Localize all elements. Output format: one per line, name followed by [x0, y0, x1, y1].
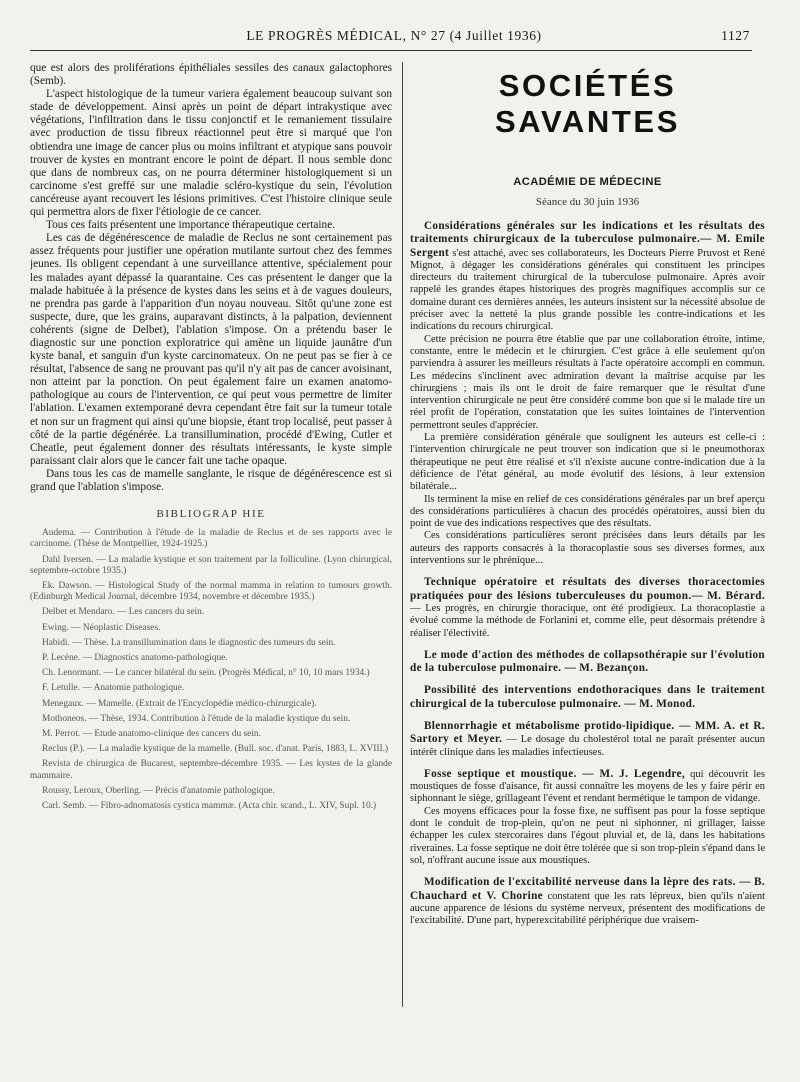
academy-heading: ACADÉMIE DE MÉDECINE: [513, 176, 662, 188]
report-text: — Le dosage du cholestérol total ne paraît présenter aucun intérêt clinique dans les maladies infectieuses.: [410, 734, 765, 758]
session-date: Séance du 30 juin 1936: [535, 196, 640, 208]
bibliography-entry: Carl. Semb. — Fibro-adnomatosis cystica mammæ. (Acta chir. scand., L. XIV, Supl. 10.): [42, 800, 377, 811]
report-text: constatent que les rats lépreux, bien qu'ils n'aient aucune apparence de lésions du système nerveux, présentent des modifications de l'excitabilité. D'une part, hyperexcitabilité périphérique due vraisem-: [410, 890, 765, 927]
report-paragraph: Ces moyens efficaces pour la fosse fixe, ne suffisent pas pour la fosse septique dont le conduit de trop-plein, qu'on ne peut ni siphonner, ni grillager, laisse échapper les culex stercoraires dans l'égout pluvial et, de là, dans les habitations riveraines. La fosse septique ne doit être tolérée que si son trop-plein s'épand dans le sol, n'offrant aucune issue aux moustiques.: [410, 805, 765, 866]
report-paragraph: [410, 220, 765, 334]
bibliography-list: [30, 528, 392, 812]
report-paragraph: La première considération générale que soulignent les auteurs est celle-ci : l'intervention chirurgicale ne peut trouver son indication que si le pneumothorax thérapeutique ne peut être réalisé et s'il n'existe aucune contre-indication due à la déficience de l'état général, au mode évolutif des lésions, à leur extension bilatérale...: [410, 432, 765, 493]
bibliography-entry: Roussy, Leroux, Oberling. — Précis d'anatomie pathologique.: [42, 785, 275, 796]
bibliography-entry: Ewing. — Néoplastic Diseases.: [42, 622, 161, 633]
report-heading: Fosse septique et moustique. — M. J. Legendre,: [424, 767, 685, 780]
header-rule: [30, 50, 752, 51]
paragraph: Tous ces faits présentent une importance thérapeutique certaine.: [46, 219, 336, 232]
bibliography-entry: P. Lecène. — Diagnostics anatomo-pathologique.: [42, 652, 228, 663]
bibliography-entry: Mothoneos. — Thèse, 1934. Contribution à l'étude de la maladie kystique du sein.: [42, 713, 351, 724]
paragraph: Dans tous les cas de mamelle sanglante, le risque de dégénérescence est si grand que l'ablation s'impose.: [30, 467, 392, 493]
report-paragraph: Ces considérations particulières seront précisées dans leurs détails par les auteurs des rapports consacrés à la thoracoplastie sous ses diverses formes, aux interventions sur le phrénique...: [410, 530, 765, 567]
page-number: 1127: [721, 28, 750, 43]
article-body: [30, 62, 392, 494]
report-heading: Le mode d'action des méthodes de collapsothérapie sur l'évolution de la tuberculose pulmonaire. — M. Bezançon.: [410, 648, 765, 675]
bibliography-entry: Delbet et Mendaro. — Les cancers du sein.: [42, 607, 205, 618]
report-text: qui découvrit les moustiques de fosse d'aisance, fit aussi connaître les moyens de les y faire périr en siphonnant le siège, grillageant l'évent et rendant hermétique le tampon de vidange.: [410, 768, 765, 805]
report-heading: Considérations générales sur les indications et les résultats des traitements chirurgicaux de la tuberculose pulmonaire.— M. Emile Sergent: [410, 220, 765, 259]
column-divider: [402, 62, 403, 1007]
report-heading: Technique opératoire et résultats des diverses thoracectomies pratiquées pour des lésions tuberculeuses du poumon.— M. Bérard.: [410, 576, 765, 602]
report-text: — Les progrès, en chirurgie thoracique, ont été prodigieux. La thoracoplastie a évolué comme la méthode de Forlanini et, comme elle, peut désormais prétendre à réaliser l'électivité.: [410, 602, 765, 639]
report-paragraph: Cette précision ne pourra être établie que par une collaboration étroite, intime, constante, entre le médecin et le chirurgien. C'est grâce à elle seulement qu'on parviendra à assurer les meilleurs résultats à l'acte opératoire accompli en commun. Les médecins s'inclinent avec admiration devant la maîtrise acquise par les chirurgiens ; mais ils ont le droit de faire remarquer que le résultat d'une intervention chirurgicale ne peut être considéré comme bon que si le malade tire un réel profit de l'opération, constatation que les suites lointaines de l'intervention permettront seules d'apprécier.: [410, 333, 765, 431]
bibliography-entry: Audema. — Contribution à l'étude de la maladie de Reclus et de ses rapports avec le carcinome. (Thèse de Montpellier, 1924-1925.): [30, 528, 392, 550]
bibliography-entry: Ch. Lenormant. — Le cancer bilatéral du sein. (Progrès Médical, n° 10, 10 mars 1934.): [42, 668, 370, 679]
report-heading: Blennorrhagie et métabolisme protido-lipidique. — MM. A. et R. Sartory et Meyer.: [410, 719, 765, 746]
left-column: [30, 62, 392, 1022]
report-heading: Modification de l'excitabilité nerveuse dans la lèpre des rats. — B. Chauchard et V. Chorine: [410, 876, 765, 902]
report-paragraph: [410, 876, 765, 927]
bibliography-entry: F. Letulle. — Anatomie pathologique.: [42, 683, 185, 694]
bibliography-title: BIBLIOGRAP HIE: [156, 508, 266, 521]
bibliography-entry: Menegaux. — Mamelle. (Extrait de l'Encyclopédie médico-chirurgicale).: [42, 698, 317, 709]
bibliography-entry: Dahl Iversen. — La maladie kystique et son traitement par la folliculine. (Lyon chirurgical, septembre-octobre 1935.): [30, 554, 392, 576]
bibliography-entry: Reclus (P.). — La maladie kystique de la mamelle. (Bull. soc. d'anat. Paris, 1883, L. XVIII.): [42, 744, 389, 755]
report-paragraph: [410, 768, 765, 806]
section-banner: SOCIÉTÉS SAVANTES: [494, 68, 680, 139]
paragraph: que est alors des proliférations épithéliales sessiles des canaux galactophores (Semb).: [30, 62, 392, 88]
report-paragraph: [410, 720, 765, 759]
report-heading: Possibilité des interventions endothoraciques dans le traitement chirurgical de la tuberculose pulmonaire. — M. Monod.: [410, 684, 765, 710]
report-paragraph: [410, 576, 765, 639]
bibliography-entry: Ek. Dawson. — Histological Study of the normal mamma in relation to tumours growth. (Edinburgh Medical Journal, décembre 1934, novembre et décembre 1935.): [30, 580, 392, 603]
running-title: LE PROGRÈS MÉDICAL, N° 27 (4 Juillet 1936): [246, 28, 542, 43]
paragraph: Les cas de dégénérescence de maladie de Reclus ne sont certainement pas assez fréquents pour justifier une opération mutilante surtout chez des femmes jeunes. Ils obligent cependant à une surveillance attentive, spécialement pour les malades ayant dépassé la quarantaine. Ces cas présentent le danger que la malade habituée à la présence de kystes dans les seins et à de vagues douleurs, ne prendra pas garde à l'apparition d'un noyau nouveau. Sitôt qu'une zone est suspecte, dure, que les grains, auparavant distincts, à la palpation, deviennent cohérents (signe de Delbet), l'ablation s'impose. On a prétendu baser le diagnostic sur une ponction exploratrice qui amène un liquide jaunâtre d'un kyste banal, et sanguin d'un kyste carcinomateux. On ne peut pas se fier à ce résultat, l'absence de sang ne prouvant pas qu'il n'y ait pas de cancer avoisinant, non atteint par la ponction. On peut également faire un examen anatomo-pathologique au cours de l'intervention, ce qui peut vous permettre de limiter l'ablation. L'examen extemporané devra cependant être fait sur la tumeur totale et non sur un fragment qui ainsi qu'une biopsie, étant trop localisé, peut passer à côté de la partie dégénérée. La transillumination, procédé d'Ewing, Cutler et Cheatle, peut également donner des résultats intéressants, le kyste simple paraissant clair alors que le cancer fait une tache opaque.: [30, 232, 392, 467]
bibliography-entry: M. Perrot. — Etude anatomo-clinique des cancers du sein.: [42, 728, 261, 739]
right-column: [410, 62, 765, 1022]
report-paragraph: Ils terminent la mise en relief de ces considérations générales par un bref aperçu des considérations particulières à chacun des procédés opératoires, aussi bien du point de vue des indications respectives que des résultats.: [410, 493, 765, 530]
paragraph: L'aspect histologique de la tumeur variera également beaucoup suivant son stade de développement. Ainsi après un point de départ intrakystique avec végétations, l'infiltration dans le tissu conjonctif et le remaniement tissulaire avec production de tissu fibreux réactionnel peut être si marqué que l'on obtiendra une image de cancer plus ou moins infiltrant et atypique sans pouvoir trouver de kystes en montrant encore le point de départ. Il nous semble donc que dans de nombreux cas, on ne pourra déterminer histologiquement si un carcinome s'est greffé sur une maladie scléro-kystique du sein, l'évolution cancéreuse ayant recouvert les lésions primitives. C'est l'histoire clinique seule qui permettra alors de fixer l'étiologie de ce cancer.: [30, 88, 392, 219]
proceedings: [410, 220, 765, 927]
report-text: s'est attaché, avec ses collaborateurs, les Docteurs Pierre Pruvost et René Mignot, à dégager les considérations générales qui constituent les principes directeurs du traitement chirurgical de la tuberculose pulmonaire. Après avoir rappelé les grandes étapes historiques des progrès magnifiques accomplis sur ce domaine durant ces dernières années, les auteurs insistent sur la nécessité absolue de préciser avec la netteté la plus grande possible les contre-indications et les indications du recours chirurgical.: [410, 247, 765, 333]
bibliography-entry: Revista de chirurgica de Bucarest, septembre-décembre 1935. — Les kystes de la glande mammaire.: [30, 759, 392, 781]
bibliography-entry: Habidi. — Thèse. La transillumination dans le diagnostic des tumeurs du sein.: [42, 637, 336, 648]
report-paragraph: [410, 684, 765, 711]
report-paragraph: [410, 649, 765, 676]
